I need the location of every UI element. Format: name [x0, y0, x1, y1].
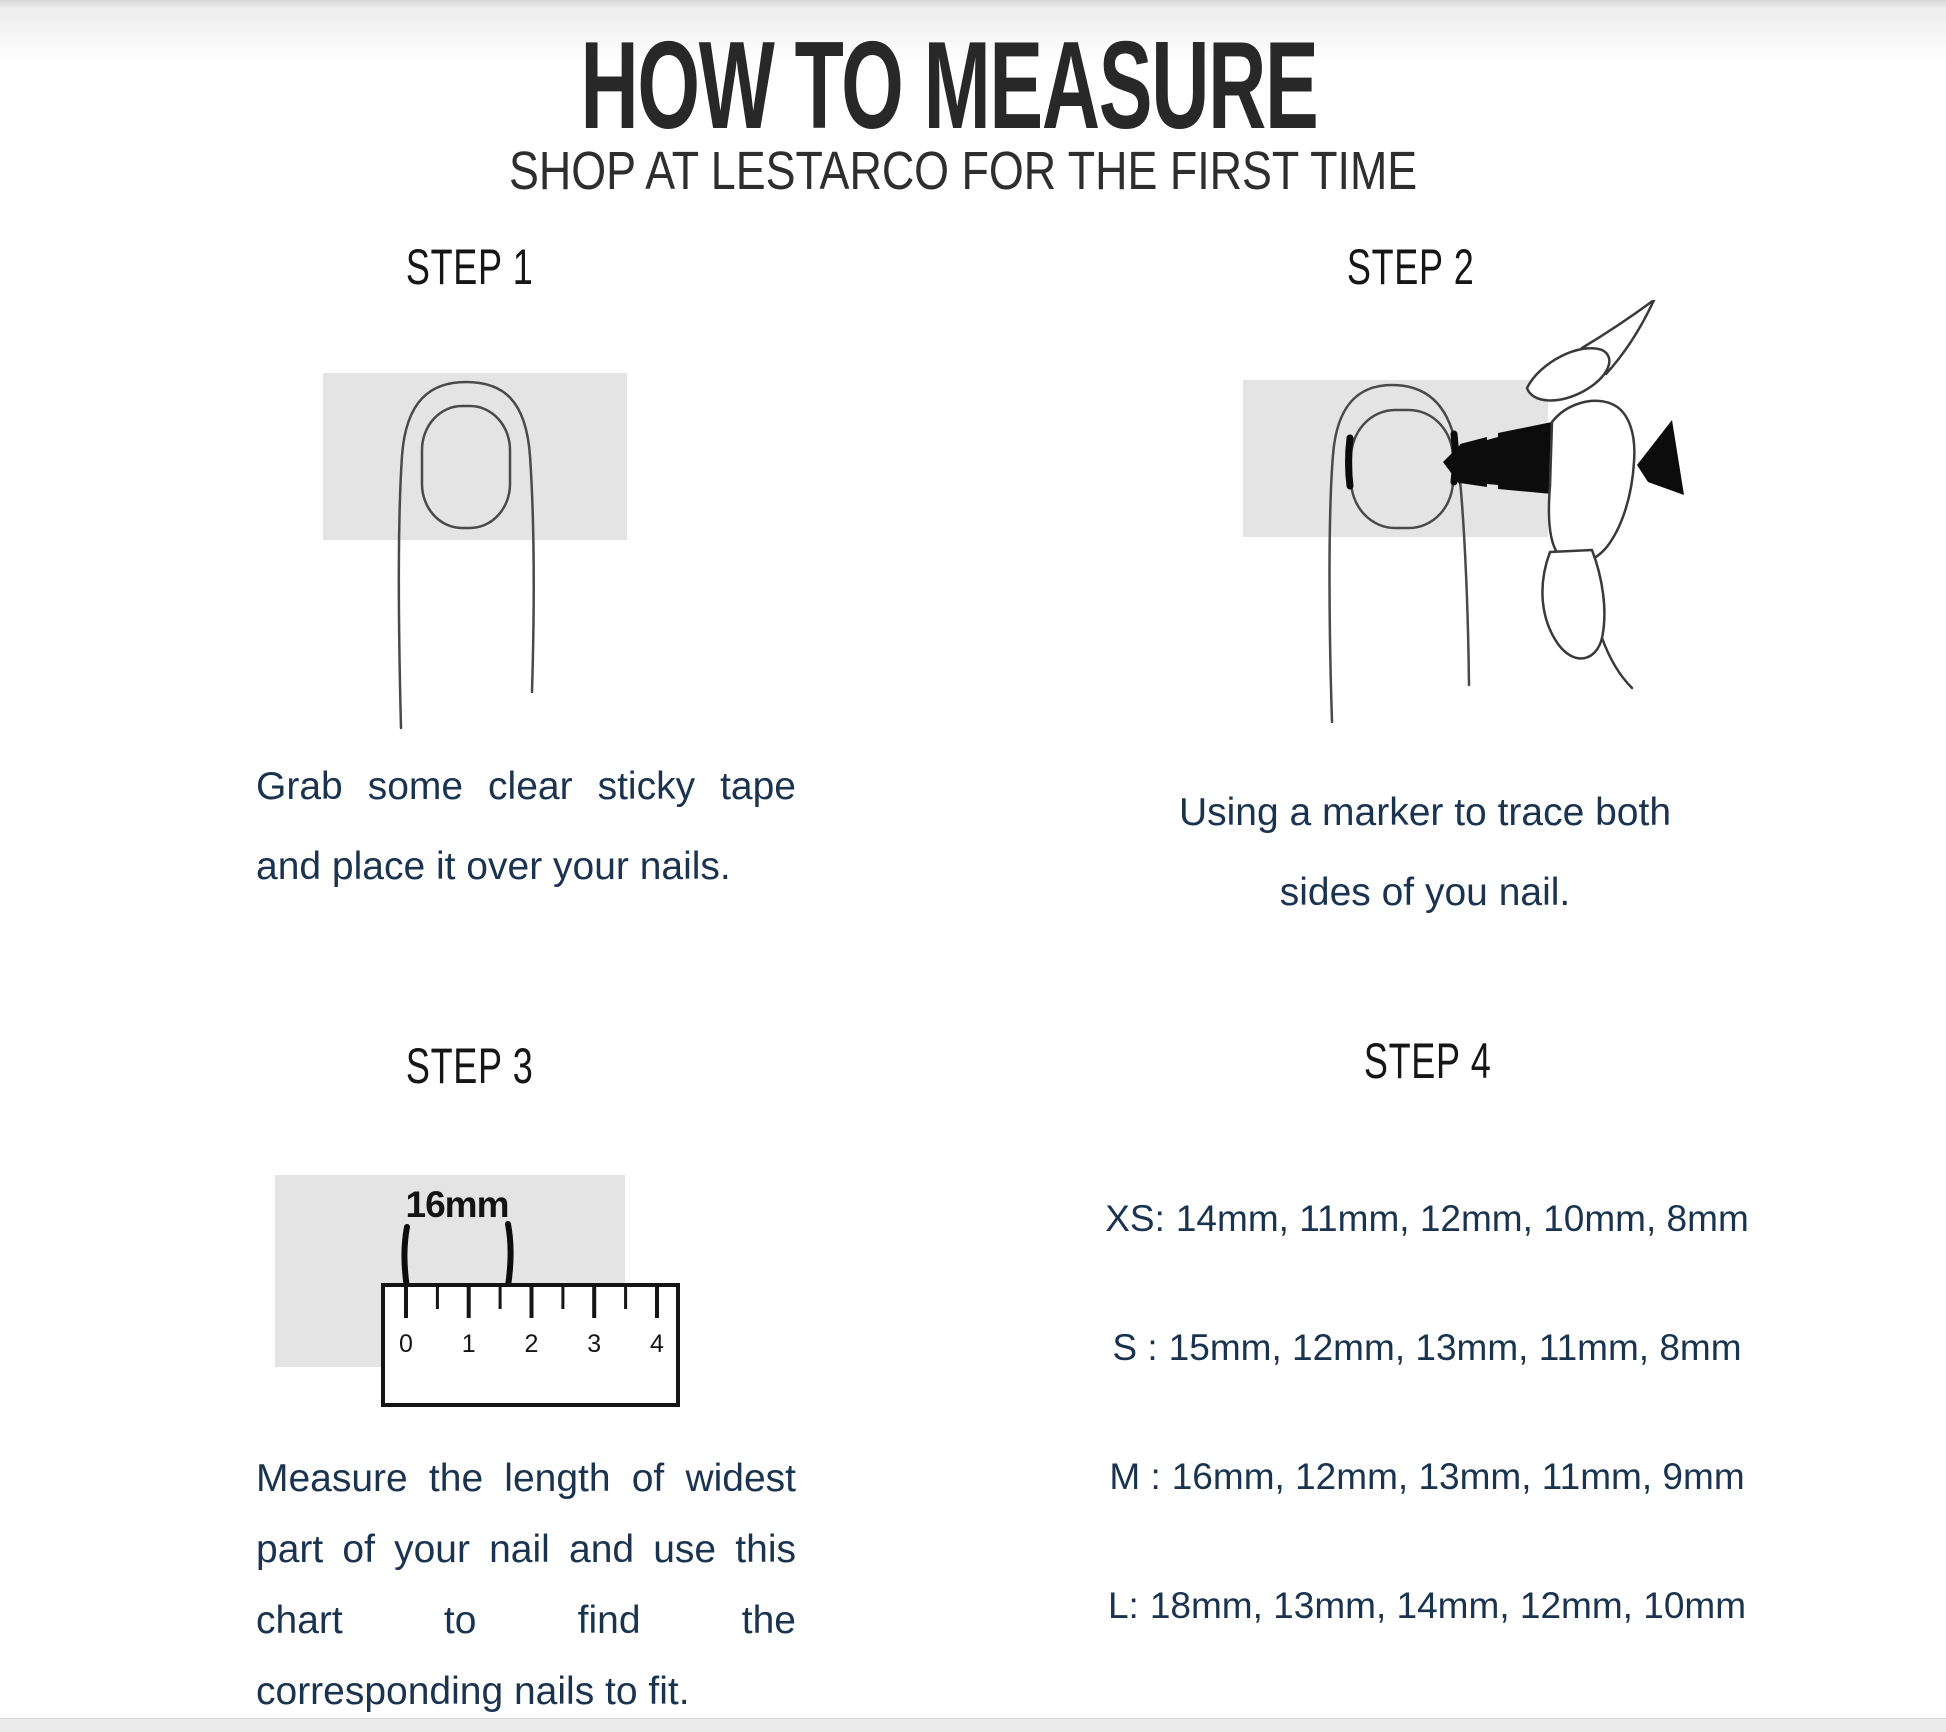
size-row-m [1077, 1456, 1777, 1498]
left-trace-mark [1349, 438, 1351, 486]
step1-caption [256, 747, 796, 907]
step2-heading: STEP 2 [1347, 239, 1475, 295]
size-row-l [1077, 1585, 1777, 1627]
wrist-line [1602, 638, 1632, 688]
step2-heading-wrap [1211, 239, 1611, 295]
size-label: M : [1109, 1456, 1161, 1497]
step1-caption-line: and place it over your nails. [256, 845, 731, 888]
finger-under-tape-illustration [300, 360, 700, 740]
marker-body [1498, 422, 1552, 494]
size-values: 18mm, 13mm, 14mm, 12mm, 10mm [1149, 1585, 1747, 1626]
measurement-label: 16mm [405, 1184, 509, 1225]
step3-caption-line: Measure the length of widest [256, 1457, 796, 1500]
size-values: 15mm, 12mm, 13mm, 11mm, 8mm [1168, 1327, 1742, 1368]
bottom-edge-strip [0, 1718, 1946, 1732]
step2-caption-line: Using a marker to trace both [1178, 791, 1672, 834]
step2-caption-line: sides of you nail. [1279, 871, 1571, 914]
size-label: XS: [1105, 1198, 1165, 1239]
ruler-number: 2 [524, 1330, 539, 1358]
page-subtitle-wrap [0, 141, 1936, 201]
ruler-number: 1 [461, 1330, 476, 1358]
step1-heading-wrap [270, 239, 670, 295]
left-trace-mark [404, 1227, 407, 1288]
ruler-number: 4 [650, 1330, 664, 1358]
step3-heading: STEP 3 [406, 1038, 534, 1094]
step3-heading-wrap [270, 1038, 670, 1094]
page-title: HOW TO MEASURE [580, 17, 1318, 155]
marker-ferrule [1460, 437, 1498, 487]
step4-heading: STEP 4 [1364, 1033, 1492, 1089]
right-trace-mark [508, 1224, 511, 1286]
step3-caption-line: chart to find the [256, 1599, 796, 1642]
size-row-s [1077, 1327, 1777, 1369]
step4-heading-wrap [1228, 1033, 1628, 1089]
ruler-measurement-illustration [270, 1170, 700, 1410]
marker-cap-end [1637, 420, 1684, 495]
step2-caption [1080, 773, 1770, 933]
size-label: L: [1107, 1585, 1139, 1626]
tape-rectangle [323, 373, 627, 540]
ruler-number: 3 [587, 1330, 602, 1358]
gripping-fingers [1549, 401, 1634, 563]
index-finger-upper-line [1582, 300, 1654, 348]
step3-caption [256, 1443, 796, 1727]
step3-caption-line: part of your nail and use this [256, 1528, 796, 1571]
size-row-xs [1077, 1198, 1777, 1240]
size-values: 14mm, 11mm, 12mm, 10mm, 8mm [1175, 1198, 1749, 1239]
size-label: S : [1112, 1327, 1158, 1368]
size-values: 16mm, 12mm, 13mm, 11mm, 9mm [1171, 1456, 1745, 1497]
thumb-outline [1542, 550, 1604, 658]
page-subtitle: SHOP AT LESTARCO FOR THE FIRST TIME [508, 141, 1418, 201]
step1-heading: STEP 1 [406, 239, 534, 295]
index-finger-lower-line [1606, 300, 1654, 374]
step1-caption-line: Grab some clear sticky tape [256, 765, 796, 808]
index-fingertip [1527, 348, 1609, 400]
step3-caption-line: corresponding nails to fit. [256, 1670, 690, 1713]
page-title-wrap [0, 17, 1922, 155]
marker-tracing-illustration [1220, 300, 1800, 740]
ruler-number: 0 [399, 1330, 413, 1358]
